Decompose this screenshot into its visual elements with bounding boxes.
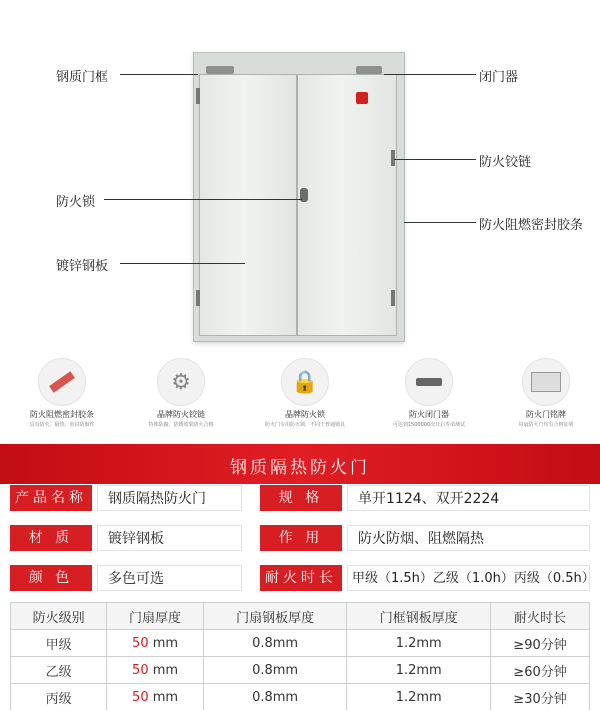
nameplate-icon (522, 358, 570, 406)
frame-plate-cell: 1.2mm (347, 684, 491, 710)
grade-cell: 乙级 (11, 657, 107, 684)
door-hinge (391, 290, 395, 306)
component-lock (255, 358, 355, 428)
thickness-number: 50 (132, 662, 149, 678)
component-hinge (131, 358, 231, 428)
door-hinge (196, 88, 200, 104)
callout-closer: 闭门器 (479, 70, 519, 85)
component-nameplate (496, 358, 596, 428)
leaf-plate-cell: 0.8mm (203, 657, 347, 684)
product-name-label: 产品名称 (10, 485, 92, 511)
table-row (11, 684, 590, 710)
thickness-unit: mm (152, 689, 179, 705)
leaf-plate-cell: 0.8mm (203, 630, 347, 657)
duration-cell: ≥60分钟 (491, 657, 590, 684)
table-header: 耐火时长 (491, 603, 590, 630)
title-banner (0, 444, 600, 484)
door-illustration (0, 0, 600, 350)
thickness-unit: mm (152, 635, 179, 651)
component-title: 晶牌防火锁 (285, 410, 325, 419)
component-title: 晶牌防火铰链 (157, 410, 205, 419)
alarm-button (356, 92, 368, 104)
duration-label: 耐火时长 (260, 565, 342, 591)
door-leaf-right (297, 74, 397, 336)
component-seal-strip (12, 358, 112, 428)
component-subtitle: 特殊防腐，防锈效果防火合格 (148, 422, 214, 428)
thickness-number: 50 (132, 635, 149, 651)
door-closer-icon (405, 358, 453, 406)
table-header: 门扇厚度 (107, 603, 203, 630)
duration-value: 甲级（1.5h）乙级（1.0h）丙级（0.5h） (347, 565, 590, 591)
seal-strip-icon (38, 358, 86, 406)
table-row (11, 657, 590, 684)
frame-plate-cell: 1.2mm (347, 630, 491, 657)
grade-cell: 甲级 (11, 630, 107, 657)
callout-line (120, 263, 245, 264)
table-row (11, 630, 590, 657)
component-title: 防火闭门器 (409, 410, 449, 419)
door-closer-right (356, 66, 382, 74)
callout-frame: 钢质门框 (56, 70, 109, 85)
color-label: 颜 色 (10, 565, 92, 591)
thickness-unit: mm (152, 662, 179, 678)
material-label: 材 质 (10, 525, 92, 551)
door-leaf-left (199, 74, 297, 336)
frame-plate-cell: 1.2mm (347, 657, 491, 684)
thickness-cell (107, 630, 203, 657)
product-name-value: 钢质隔热防火门 (97, 485, 242, 511)
callout-hinge: 防火铰链 (479, 155, 532, 170)
table-header: 防火级别 (11, 603, 107, 630)
hinge-icon: ⚙ (157, 358, 205, 406)
material-value: 镀锌钢板 (97, 525, 242, 551)
door-closer-left (206, 66, 234, 74)
fire-rating-table (10, 602, 590, 710)
component-title: 防火阻燃密封胶条 (30, 410, 94, 419)
component-subtitle: 每扇防火门均有合格证明 (518, 422, 574, 428)
function-value: 防火防烟、阻燃隔热 (347, 525, 590, 551)
color-value: 多色可选 (97, 565, 242, 591)
thickness-cell (107, 657, 203, 684)
table-header: 门框钢板厚度 (347, 603, 491, 630)
spec-value: 单开1124、双开2224 (347, 485, 590, 511)
spec-label: 规 格 (260, 485, 342, 511)
lock-icon: 🔒 (281, 358, 329, 406)
table-header-row (11, 603, 590, 630)
function-label: 作 用 (260, 525, 342, 551)
callout-seal: 防火阻燃密封胶条 (479, 218, 584, 233)
thickness-number: 50 (132, 689, 149, 705)
banner-title: 钢质隔热防火门 (230, 458, 370, 478)
component-subtitle: 具有防火、隔热、密封防烟性 (29, 422, 95, 428)
component-subtitle: 防火门专用防火锁，不同于普通锁具 (264, 422, 345, 428)
component-door-closer (379, 358, 479, 428)
door-hinge (196, 290, 200, 306)
table-header: 门扇钢板厚度 (203, 603, 347, 630)
callout-line (120, 74, 198, 75)
callout-lock: 防火锁 (56, 195, 96, 210)
component-subtitle: 可达到1500000次开启寿命测试 (392, 422, 466, 428)
callout-line (394, 159, 476, 160)
callout-line (104, 199, 302, 200)
thickness-cell (107, 684, 203, 710)
callout-line (384, 74, 476, 75)
duration-cell: ≥30分钟 (491, 684, 590, 710)
callout-line (404, 222, 476, 223)
leaf-plate-cell: 0.8mm (203, 684, 347, 710)
component-title: 防火门铭牌 (526, 410, 566, 419)
grade-cell: 丙级 (11, 684, 107, 710)
callout-plate: 镀锌钢板 (56, 259, 109, 274)
duration-cell: ≥90分钟 (491, 630, 590, 657)
door-hinge (391, 150, 395, 166)
